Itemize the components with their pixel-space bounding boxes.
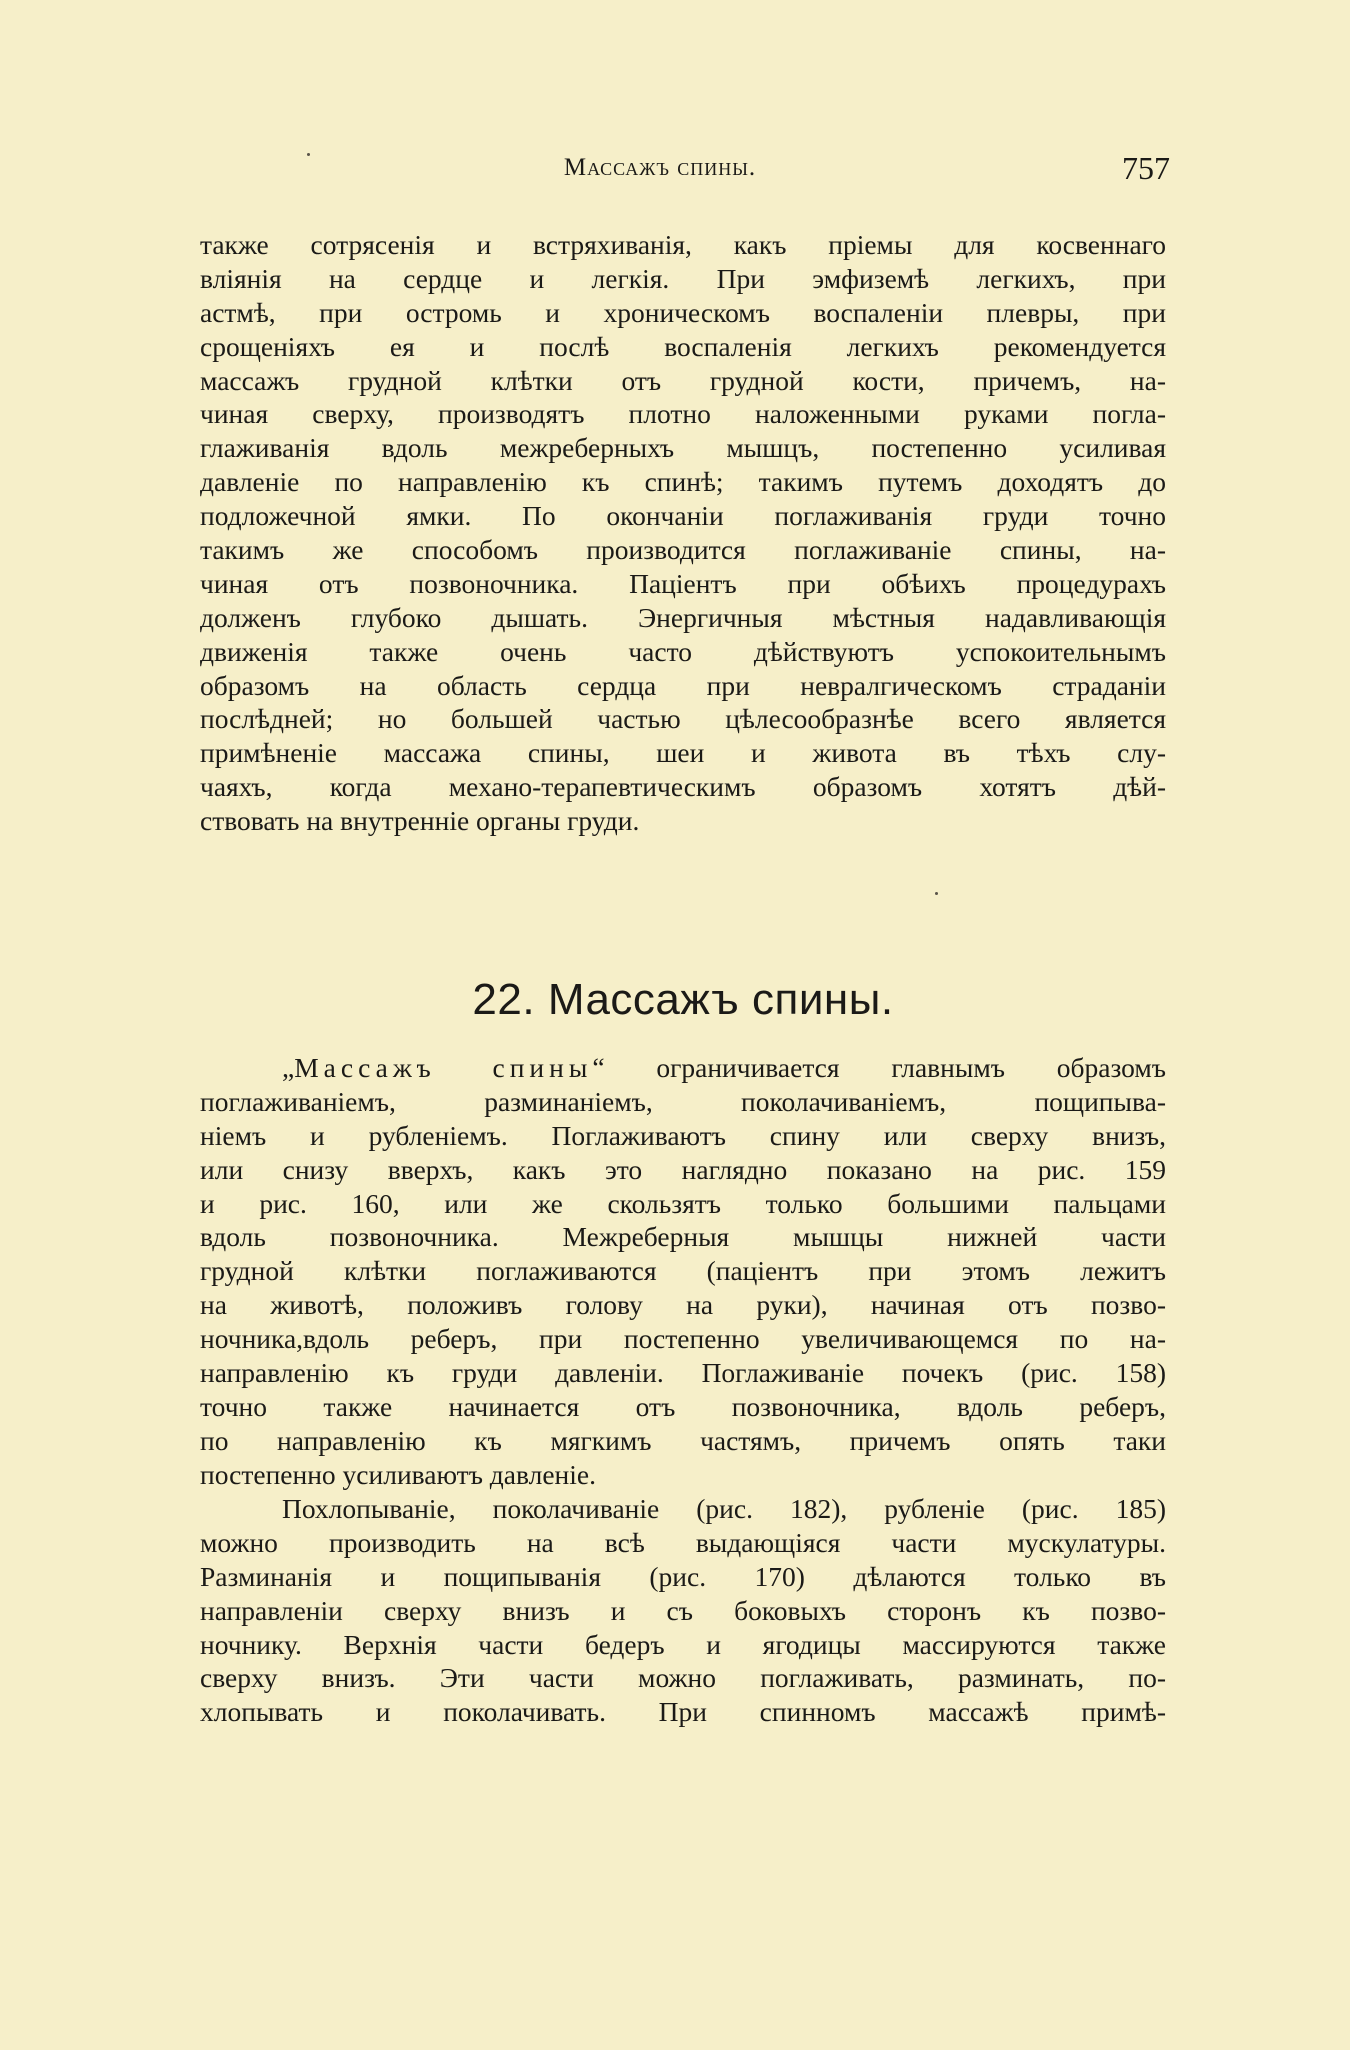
- text-line: примѣненіе массажа спины, шеи и живота въ тѣхъ слу-: [200, 737, 1166, 769]
- text-line: срощеніяхъ ея и послѣ воспаленія легкихъ рекомендуется: [200, 330, 1166, 362]
- text-line: направленіи сверху внизъ и съ боковыхъ сторонъ къ позво-: [200, 1594, 1166, 1626]
- paper-speck: [935, 892, 938, 895]
- text-line: ствовать на внутренніе органы груди.: [200, 805, 640, 837]
- text-line: глаживанія вдоль межреберныхъ мышцъ, постепенно усиливая: [200, 432, 1166, 464]
- text-line: также сотрясенія и встряхиванія, какъ пріемы для косвеннаго: [200, 229, 1166, 260]
- text-line: образомъ на область сердца при невралгическомъ страданіи: [200, 669, 1166, 701]
- text-line: грудной клѣтки поглаживаются (паціентъ при этомъ лежитъ: [200, 1255, 1166, 1287]
- paragraph-1: [200, 228, 1166, 838]
- text-line: астмѣ, при остромь и хроническомъ воспаленіи плевры, при: [200, 296, 1166, 328]
- running-header: [200, 150, 1170, 190]
- first-line-rest: “ ограничивается главнымъ образомъ: [592, 1052, 1166, 1083]
- text-line: ніемъ и рубленіемъ. Поглаживаютъ спину или сверху внизъ,: [200, 1119, 1166, 1151]
- paragraph-2: [200, 1051, 1166, 1492]
- text-line: долженъ глубоко дышать. Энергичныя мѣстныя надавливающія: [200, 601, 1166, 633]
- text-line: вдоль позвоночника. Межреберныя мышцы нижней части: [200, 1221, 1166, 1253]
- running-title: Массажъ спины.: [563, 154, 757, 181]
- text-line: сверху внизъ. Эти части можно поглаживать, разминать, по-: [200, 1662, 1166, 1694]
- text-line: давленіе по направленію къ спинѣ; такимъ путемъ доходятъ до: [200, 466, 1166, 498]
- opening-quote: „: [282, 1052, 295, 1083]
- text-line: постепенно усиливаютъ давленіе.: [200, 1458, 596, 1490]
- text-line: чаяхъ, когда механо-терапевтическимъ образомъ хотятъ дѣй-: [200, 771, 1166, 803]
- text-line: чиная сверху, производятъ плотно наложенными руками погла-: [200, 398, 1166, 430]
- text-line: движенія также очень часто дѣйствуютъ успокоительнымъ: [200, 635, 1166, 667]
- text-line: точно также начинается отъ позвоночника, вдоль реберъ,: [200, 1390, 1166, 1422]
- text-line: послѣдней; но большей частью цѣлесообразнѣе всего является: [200, 703, 1166, 735]
- text-line: направленію къ груди давленіи. Поглаживаніе почекъ (рис. 158): [200, 1357, 1166, 1389]
- text-line: ночника,вдоль реберъ, при постепенно увеличивающемся по на-: [200, 1323, 1166, 1355]
- text-line: хлопывать и поколачивать. При спинномъ массажѣ примѣ-: [200, 1696, 1166, 1728]
- text-line: по направленію къ мягкимъ частямъ, причемъ опять таки: [200, 1424, 1166, 1456]
- section-heading: 22. Массажъ спины.: [472, 975, 894, 1024]
- text-line: и рис. 160, или же скользятъ только большими пальцами: [200, 1187, 1166, 1219]
- text-line: подложечной ямки. По окончаніи поглаживанія груди точно: [200, 500, 1166, 532]
- text-line: поглаживаніемъ, разминаніемъ, поколачиваніемъ, пощипыва-: [200, 1085, 1166, 1117]
- text-line: на животѣ, положивъ голову на руки), начиная отъ позво-: [200, 1289, 1166, 1321]
- paper-speck: [307, 153, 310, 156]
- text-line: такимъ же способомъ производится поглаживаніе спины, на-: [200, 534, 1166, 566]
- text-line: чиная отъ позвоночника. Паціентъ при обѣихъ процедурахъ: [200, 567, 1166, 599]
- page-number: 757: [1122, 150, 1170, 186]
- text-line-first: [200, 1051, 1166, 1085]
- text-line: массажъ грудной клѣтки отъ грудной кости, причемъ, на-: [200, 364, 1166, 396]
- text-line: ночнику. Верхнія части бедеръ и ягодицы массируются также: [200, 1628, 1166, 1660]
- spaced-term: Массажъ спины: [294, 1052, 593, 1083]
- text-line: вліянія на сердце и легкія. При эмфиземѣ легкихъ, при: [200, 262, 1166, 294]
- text-line: можно производить на всѣ выдающіяся части мускулатуры.: [200, 1526, 1166, 1558]
- text-line: Похлопываніе, поколачиваніе (рис. 182), рубленіе (рис. 185): [282, 1493, 1166, 1524]
- text-line: или снизу вверхъ, какъ это наглядно показано на рис. 159: [200, 1153, 1166, 1185]
- text-line: Разминанія и пощипыванія (рис. 170) дѣлаются только въ: [200, 1560, 1166, 1592]
- paragraph-3: [200, 1492, 1166, 1729]
